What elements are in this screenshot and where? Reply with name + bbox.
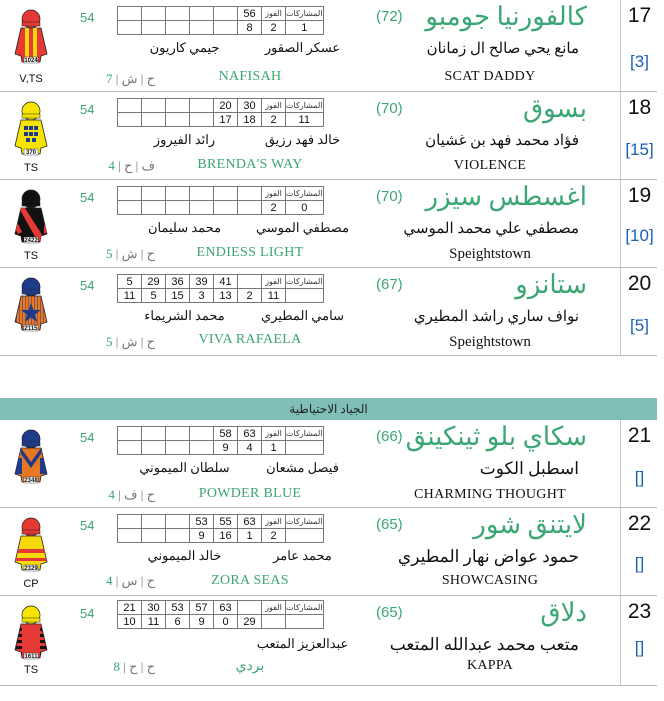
form-cell: 29: [238, 615, 262, 629]
jockey-name: عبدالعزيز المتعب: [256, 636, 349, 651]
reserve-horses-header: الجياد الاحتياطية: [0, 398, 657, 420]
silk-code: V,TS: [19, 73, 43, 85]
horse-number: 20: [627, 272, 652, 295]
trainer-name: محمد الشريماء: [144, 308, 225, 323]
equipment-info: [90, 573, 155, 589]
carried-weight: 54: [80, 190, 95, 205]
form-cell: [118, 187, 142, 201]
form-table: [117, 186, 324, 215]
silk-number: 2422: [24, 238, 38, 244]
form-cell: [190, 99, 214, 113]
form-cell: [166, 21, 190, 35]
form-cell: 1: [286, 21, 324, 35]
form-cell: [238, 201, 262, 215]
form-row-results: [118, 201, 324, 215]
owner-name: اسطبل الكوت: [479, 459, 579, 478]
carried-weight: 54: [80, 278, 95, 293]
equipment-weight: 4: [106, 573, 116, 588]
form-row-positions: [118, 601, 324, 615]
owner-name: فؤاد محمد فهد بن غشيان: [425, 133, 579, 149]
form-cell: [142, 201, 166, 215]
form-table: [117, 98, 324, 127]
form-table: [117, 6, 324, 35]
carried-weight: 54: [80, 10, 95, 25]
form-row-results: [118, 441, 324, 455]
form-row-positions: [118, 7, 324, 21]
horse-rating: (65): [376, 604, 403, 621]
form-cell: 20: [214, 99, 238, 113]
form-cell: [118, 529, 142, 543]
form-cell: [142, 441, 166, 455]
jockey-name: مصطفي الموسي: [255, 220, 350, 235]
jockey-silks-icon: [14, 188, 48, 244]
equipment-weight: 8: [113, 659, 124, 674]
sire-name: Speightstown: [449, 246, 531, 262]
form-cell: 11: [286, 113, 324, 127]
equipment-info: [90, 246, 155, 262]
trainer-name: جيمي كاريون: [149, 40, 220, 55]
saddle-cloth-column: [620, 92, 658, 179]
dam-name: NAFISAH: [218, 69, 282, 84]
form-cell: 30: [238, 99, 262, 113]
jockey-silks-icon: [14, 8, 48, 64]
form-cell: 41: [214, 275, 238, 289]
dam-name: VIVA RAFAELA: [198, 332, 302, 347]
saddle-cloth-column: [620, 420, 658, 507]
equipment-weight: 4: [108, 487, 119, 502]
equipment-codes: ح | ح |: [123, 659, 155, 674]
horse-name-arabic: دلاق: [540, 598, 587, 627]
form-cell: [166, 113, 190, 127]
form-cell: 9: [190, 615, 214, 629]
form-row-positions: [118, 515, 324, 529]
horse-number: 18: [627, 96, 652, 119]
form-cell: 58: [214, 427, 238, 441]
form-cell: [118, 441, 142, 455]
form-cell: 53: [166, 601, 190, 615]
barrier-draw: [3]: [630, 52, 649, 71]
form-cell: 63: [214, 601, 238, 615]
form-cell: 2: [262, 529, 286, 543]
horse-name-arabic: لايتنق شور: [473, 510, 587, 539]
form-cell: 39: [190, 275, 214, 289]
form-cell: [118, 21, 142, 35]
carried-weight: 54: [80, 102, 95, 117]
owner-name: حمود عواض نهار المطيري: [397, 547, 579, 566]
horse-rating: (67): [376, 276, 403, 293]
form-cell: [142, 529, 166, 543]
form-cell: [286, 529, 324, 543]
form-cell: [190, 113, 214, 127]
form-cell: [166, 441, 190, 455]
silk-number: 1611: [24, 654, 38, 660]
form-cell: الفوز: [262, 187, 286, 201]
equipment-codes: ح | ش |: [115, 246, 155, 261]
form-cell: [262, 615, 286, 629]
horse-rating: (70): [376, 100, 403, 117]
equipment-codes: ح | ش |: [115, 334, 155, 349]
jockey-name: عسكر الصقور: [264, 40, 341, 55]
equipment-info: [90, 334, 155, 350]
jockey-silks-icon: [14, 428, 48, 484]
horse-number: 21: [627, 424, 652, 447]
form-cell: 55: [214, 515, 238, 529]
trainer-name: سلطان الميموني: [139, 460, 230, 475]
barrier-draw: []: [634, 554, 645, 573]
form-cell: [142, 21, 166, 35]
form-cell: [118, 515, 142, 529]
form-cell: [166, 187, 190, 201]
form-table: [117, 600, 324, 629]
form-cell: 8: [238, 21, 262, 35]
form-cell: 6: [166, 615, 190, 629]
form-cell: المشاركات: [286, 7, 324, 21]
form-cell: المشاركات: [286, 515, 324, 529]
barrier-draw: []: [634, 638, 645, 657]
form-cell: 63: [238, 427, 262, 441]
form-cell: 53: [190, 515, 214, 529]
horse-number: 22: [627, 512, 652, 535]
form-cell: 5: [142, 289, 166, 303]
owner-name: مانع يحي صالح ال زمانان: [426, 41, 579, 57]
form-cell: 2: [262, 113, 286, 127]
form-cell: 3: [190, 289, 214, 303]
barrier-draw: [15]: [625, 140, 654, 159]
form-cell: 21: [118, 601, 142, 615]
horse-rating: (70): [376, 188, 403, 205]
owner-name: مصطفي علي محمد الموسي: [403, 221, 579, 237]
form-cell: [214, 187, 238, 201]
form-row-results: [118, 529, 324, 543]
form-cell: [286, 441, 324, 455]
form-cell: [190, 441, 214, 455]
jockey-name: فيصل مشعان: [266, 460, 339, 475]
form-cell: 11: [118, 289, 142, 303]
jockey-name: خالد فهد رزيق: [264, 132, 341, 147]
trainer-name: محمد سليمان: [147, 220, 222, 235]
sire-name: Speightstown: [449, 334, 531, 350]
carried-weight: 54: [80, 518, 95, 533]
horse-number: 19: [627, 184, 652, 207]
form-cell: المشاركات: [286, 275, 324, 289]
form-cell: [214, 7, 238, 21]
saddle-cloth-column: [620, 268, 658, 355]
silk-code: TS: [23, 162, 39, 174]
form-cell: [166, 427, 190, 441]
form-cell: [166, 99, 190, 113]
sire-name: CHARMING THOUGHT: [414, 487, 566, 502]
form-cell: 11: [142, 615, 166, 629]
trainer-name: خالد الميموني: [147, 548, 222, 563]
equipment-codes: ف | ح |: [118, 158, 155, 173]
form-cell: 9: [190, 529, 214, 543]
horse-rating: (65): [376, 516, 403, 533]
form-cell: 16: [214, 529, 238, 543]
form-cell: 13: [214, 289, 238, 303]
form-cell: [190, 187, 214, 201]
equipment-codes: ح | س |: [115, 573, 155, 588]
form-row-positions: [118, 427, 324, 441]
form-cell: [214, 201, 238, 215]
form-cell: 4: [238, 441, 262, 455]
form-cell: الفوز: [262, 7, 286, 21]
form-cell: [118, 113, 142, 127]
sire-name: KAPPA: [466, 658, 514, 673]
form-cell: 0: [214, 615, 238, 629]
form-row-positions: [118, 275, 324, 289]
silk-number: 1024: [24, 58, 38, 64]
dam-name: POWDER BLUE: [198, 486, 302, 501]
barrier-draw: [5]: [630, 316, 649, 335]
form-cell: [166, 201, 190, 215]
form-cell: [142, 7, 166, 21]
horse-number: 17: [627, 4, 652, 27]
sire-name: SHOWCASING: [441, 573, 539, 588]
form-cell: 11: [262, 289, 286, 303]
jockey-name: سامي المطيري: [261, 308, 344, 323]
form-cell: 2: [238, 289, 262, 303]
horse-name-arabic: سكاي بلو ثينكينق: [405, 422, 587, 451]
form-row-results: [118, 289, 324, 303]
form-cell: 57: [190, 601, 214, 615]
form-cell: 17: [214, 113, 238, 127]
owner-name: نواف ساري راشد المطيري: [413, 309, 579, 325]
form-cell: [118, 99, 142, 113]
form-cell: 36: [166, 275, 190, 289]
saddle-cloth-column: [620, 180, 658, 267]
form-cell: [238, 187, 262, 201]
horse-name-arabic: بسوق: [522, 94, 587, 123]
form-cell: [118, 427, 142, 441]
equipment-weight: 4: [108, 158, 119, 173]
saddle-cloth-column: [620, 596, 658, 685]
form-cell: 1: [262, 441, 286, 455]
equipment-info: [90, 659, 155, 675]
form-cell: [190, 21, 214, 35]
horse-name-arabic: اغسطس سيزر: [425, 182, 587, 211]
silk-number: 2115: [24, 326, 38, 332]
form-row-results: [118, 113, 324, 127]
equipment-weight: 5: [106, 246, 116, 261]
horse-number: 23: [627, 600, 652, 623]
form-cell: [142, 113, 166, 127]
form-cell: 10: [118, 615, 142, 629]
equipment-codes: ح | ف |: [118, 487, 155, 502]
equipment-info: [90, 158, 155, 174]
horse-row: [0, 0, 657, 92]
form-cell: [142, 515, 166, 529]
horse-row: [0, 92, 657, 180]
equipment-info: [90, 71, 155, 87]
silk-number: 370: [25, 150, 36, 156]
silk-code: CP: [23, 578, 39, 590]
form-cell: [142, 187, 166, 201]
form-cell: 9: [214, 441, 238, 455]
horse-row: [0, 420, 657, 508]
equipment-codes: ح | ش |: [115, 71, 155, 86]
form-cell: الفوز: [262, 99, 286, 113]
form-cell: [142, 427, 166, 441]
owner-name: متعب محمد عبدالله المتعب: [389, 635, 579, 654]
form-cell: 56: [238, 7, 262, 21]
form-cell: [286, 615, 324, 629]
form-cell: [166, 529, 190, 543]
horse-name-arabic: كالفورنيا جومبو: [425, 2, 587, 31]
form-cell: 30: [142, 601, 166, 615]
form-cell: 2: [262, 21, 286, 35]
form-cell: [118, 7, 142, 21]
horse-row: [0, 508, 657, 596]
form-cell: 1: [238, 529, 262, 543]
form-row-positions: [118, 99, 324, 113]
jockey-silks-icon: [14, 516, 48, 572]
barrier-draw: []: [634, 468, 645, 487]
form-cell: 63: [238, 515, 262, 529]
form-cell: المشاركات: [286, 99, 324, 113]
silk-number: 2329: [24, 566, 38, 572]
equipment-info: [90, 487, 155, 503]
jockey-silks-icon: [14, 100, 48, 156]
form-cell: [166, 515, 190, 529]
form-table: [117, 514, 324, 543]
jockey-silks-icon: [14, 276, 48, 332]
form-cell: 18: [238, 113, 262, 127]
sire-name: SCAT DADDY: [444, 69, 536, 84]
dam-name: ENDIESS LIGHT: [196, 245, 304, 260]
jockey-silks-icon: [14, 604, 48, 660]
form-cell: [166, 7, 190, 21]
form-cell: [190, 427, 214, 441]
form-cell: 0: [286, 201, 324, 215]
form-table: [117, 274, 324, 303]
form-cell: المشاركات: [286, 427, 324, 441]
form-cell: [142, 99, 166, 113]
form-cell: [214, 21, 238, 35]
trainer-name: رائد الفيروز: [153, 132, 216, 147]
form-cell: 2: [262, 201, 286, 215]
form-row-results: [118, 615, 324, 629]
form-cell: [238, 275, 262, 289]
carried-weight: 54: [80, 430, 95, 445]
horse-name-arabic: ستانزو: [515, 270, 587, 299]
form-row-positions: [118, 187, 324, 201]
sire-name: VIOLENCE: [453, 158, 527, 173]
horse-rating: (66): [376, 428, 403, 445]
carried-weight: 54: [80, 606, 95, 621]
barrier-draw: [10]: [625, 226, 654, 245]
form-cell: [190, 7, 214, 21]
silk-code: TS: [23, 664, 39, 676]
form-cell: 5: [118, 275, 142, 289]
form-cell: [286, 289, 324, 303]
form-row-results: [118, 21, 324, 35]
dam-name: BRENDA'S WAY: [197, 157, 303, 172]
dam-name: ZORA SEAS: [211, 573, 289, 588]
form-cell: الفوز: [262, 601, 286, 615]
silk-code: TS: [23, 250, 39, 262]
silk-number: 2348: [24, 478, 38, 484]
form-cell: الفوز: [262, 427, 286, 441]
form-cell: 15: [166, 289, 190, 303]
form-cell: المشاركات: [286, 601, 324, 615]
form-cell: 29: [142, 275, 166, 289]
form-cell: الفوز: [262, 515, 286, 529]
horse-row: [0, 268, 657, 356]
jockey-name: محمد عامر: [273, 548, 332, 563]
saddle-cloth-column: [620, 0, 658, 91]
horse-row: [0, 596, 657, 686]
form-table: [117, 426, 324, 455]
dam-name: بردي: [235, 659, 265, 674]
equipment-weight: 7: [106, 71, 116, 86]
form-cell: [190, 201, 214, 215]
form-cell: الفوز: [262, 275, 286, 289]
form-cell: المشاركات: [286, 187, 324, 201]
saddle-cloth-column: [620, 508, 658, 595]
equipment-weight: 5: [106, 334, 116, 349]
horse-rating: (72): [376, 8, 403, 25]
form-cell: [118, 201, 142, 215]
horse-row: [0, 180, 657, 268]
form-cell: [238, 601, 262, 615]
